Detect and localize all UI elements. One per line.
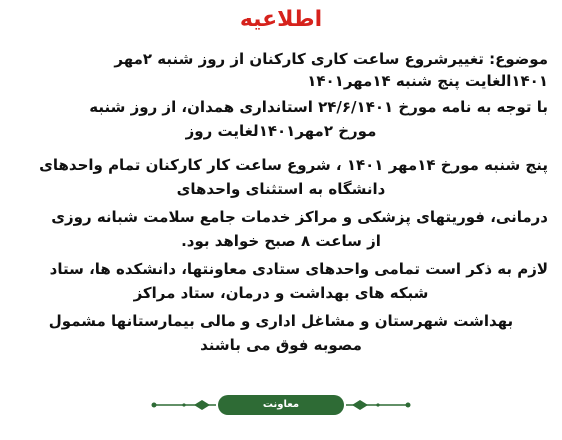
footer-ornament [150,390,412,430]
notice-line-7: درمانی، فوریتهای پزشکی و مراکز خدمات جامع سلامت شبانه روزی [51,208,548,226]
notice-line-11: بهداشت شهرستان و مشاغل اداری و مالی بیمارستانها مشمول [48,312,514,330]
notice-line-3: با توجه به نامه مورخ ۲۴/۶/۱۴۰۱ استانداری همدان، از روز شنبه [89,98,548,116]
notice-line-subject-2: ۱۴۰۱الغایت پنج شنبه ۱۴مهر۱۴۰۱ [307,72,548,90]
notice-line-subject-1: موضوع: تغییرشروع ساعت کاری کارکنان از روز شنبه ۲مهر [114,50,548,68]
footer-label: معاونت توسعه‌مدیریت‌ومنابع [218,395,344,415]
notice-line-8: از ساعت ۸ صبح خواهد بود. [181,232,381,250]
notice-line-12: مصوبه فوق می باشند [200,336,362,354]
notice-title: اطلاعیه [239,7,323,32]
notice-line-9: لازم به ذکر است تمامی واحدهای ستادی معاونتها، دانشکده ها، ستاد [49,260,548,278]
notice-line-5: پنج شنبه مورخ ۱۴مهر ۱۴۰۱ ، شروع ساعت کار کارکنان تمام واحدهای [39,156,548,174]
notice-line-4: مورخ ۲مهر۱۴۰۱لغایت روز [185,122,377,140]
notice-line-6: دانشگاه به استثنای واحدهای [176,180,386,198]
notice-line-10: شبکه های بهداشت و درمان، ستاد مراکز [133,284,429,302]
